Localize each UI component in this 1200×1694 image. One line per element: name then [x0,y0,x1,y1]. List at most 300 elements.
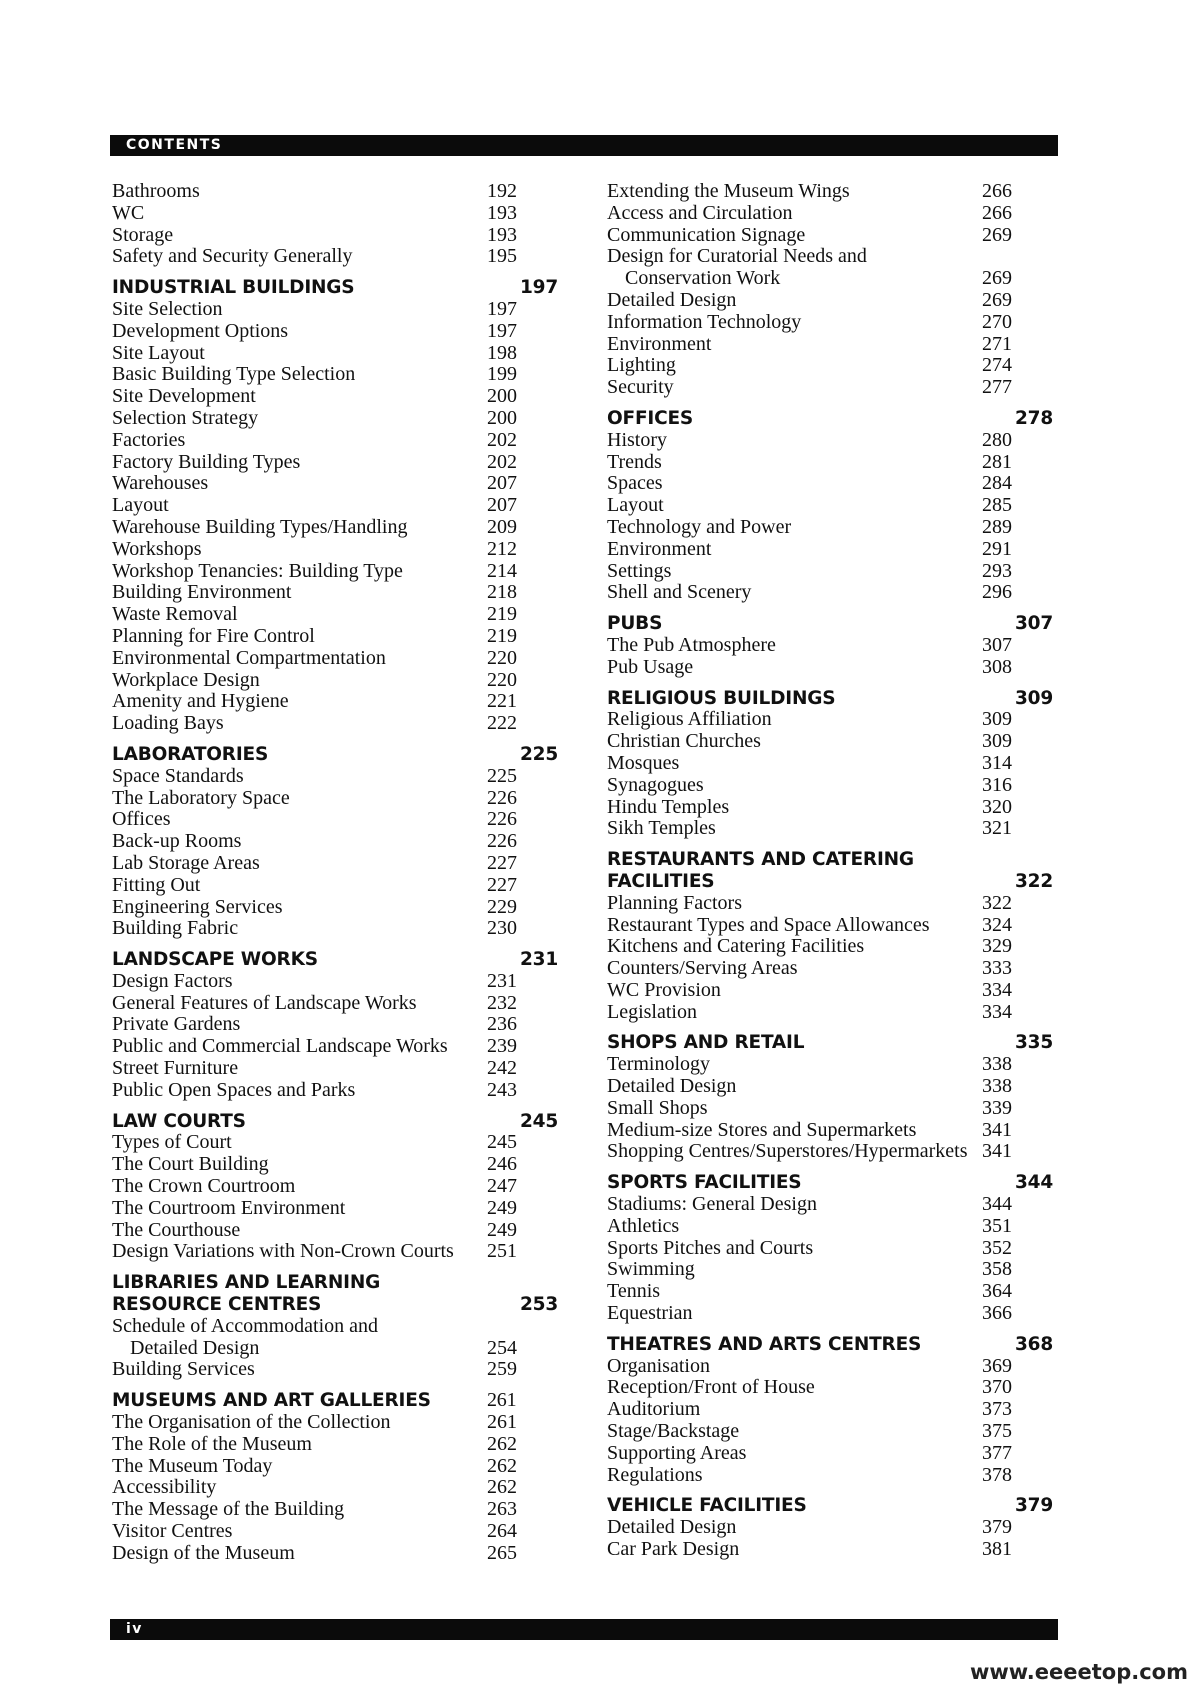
toc-entry[interactable] [607,1377,1053,1399]
toc-left-column [112,181,558,1574]
entry-page: 259 [487,1358,517,1381]
toc-entry[interactable] [607,1054,1053,1076]
entry-title: Planning for Fire Control [112,624,315,647]
entry-title: Workplace Design [112,668,260,691]
toc-section [607,613,1053,678]
toc-right-column [607,181,1053,1570]
toc-entry[interactable] [607,561,1053,583]
toc-entry[interactable] [607,1098,1053,1120]
entry-page: 247 [487,1175,517,1198]
entry-page: 198 [487,341,517,364]
entry-title: Regulations [607,1463,703,1486]
toc-entry[interactable] [112,364,558,386]
toc-entry[interactable] [112,582,558,604]
entry-page: 322 [982,891,1012,914]
entry-title: Settings [607,559,672,582]
toc-entry[interactable] [112,691,558,713]
entry-page: 351 [982,1214,1012,1237]
entry-page: 220 [487,646,517,669]
entry-page: 344 [982,1193,1012,1216]
entry-title: Pub Usage [607,655,694,678]
entry-title: The Organisation of the Collection [112,1411,391,1434]
entry-page: 207 [487,472,517,495]
toc-entry[interactable] [112,181,558,203]
entry-title: Swimming [607,1258,695,1281]
section-heading[interactable] [112,744,558,766]
toc-entry[interactable] [112,1543,558,1565]
toc-entry[interactable] [607,1238,1053,1260]
entry-page: 274 [982,354,1012,377]
entry-page: 289 [982,515,1012,538]
toc-entry[interactable] [112,1080,558,1102]
entry-title: Environmental Compartmentation [112,646,386,669]
section-heading-title: RELIGIOUS BUILDINGS [607,687,836,709]
toc-entry[interactable] [607,1517,1053,1539]
toc-entry[interactable] [112,1132,558,1154]
entry-page: 309 [982,708,1012,731]
entry-page: 219 [487,603,517,626]
toc-entry[interactable] [607,495,1053,517]
section-heading-title: OFFICES [607,407,694,429]
section-heading-page: 253 [519,1294,558,1316]
entry-title: Public Open Spaces and Parks [112,1078,356,1101]
entry-title: Public and Commercial Landscape Works [112,1035,448,1058]
entry-title: Shopping Centres/Superstores/Hypermarkets [607,1140,968,1163]
toc-section [112,1111,558,1264]
toc-entry[interactable] [607,1281,1053,1303]
entry-page: 381 [982,1538,1012,1561]
entry-page: 245 [487,1131,517,1154]
entry-title: Planning Factors [607,891,742,914]
entry-page: 296 [982,581,1012,604]
entry-title: Layout [112,494,169,517]
entry-title: Reception/Front of House [607,1376,815,1399]
section-heading-title: PUBS [607,613,663,635]
toc-entry[interactable] [607,709,1053,731]
section-heading-page: 335 [1014,1032,1053,1054]
entry-title: Building Environment [112,581,292,604]
section-heading-title: SPORTS FACILITIES [607,1172,802,1194]
toc-entry[interactable] [112,788,558,810]
toc-entry[interactable] [607,473,1053,495]
entry-page: 281 [982,450,1012,473]
toc-entry[interactable] [607,1076,1053,1098]
toc-entry[interactable] [112,1434,558,1456]
entry-title: Access and Circulation [607,201,793,224]
toc-section [607,688,1053,841]
toc-entry[interactable] [607,181,1053,203]
entry-title: The Courtroom Environment [112,1196,346,1219]
entry-title: Medium-size Stores and Supermarkets [607,1118,917,1141]
entry-title: The Role of the Museum [112,1432,312,1455]
entry-title: Accessibility [112,1476,217,1499]
toc-entry[interactable] [607,225,1053,247]
toc-entry[interactable] [607,517,1053,539]
section-heading-page: 225 [519,743,558,765]
toc-entry[interactable] [112,1477,558,1499]
toc-entry[interactable] [607,1303,1053,1325]
entry-title: Design for Curatorial Needs and [607,245,867,268]
contents-header-bar [110,135,1058,156]
toc-entry[interactable] [112,853,558,875]
toc-entry[interactable] [112,648,558,670]
toc-section [112,1390,558,1564]
entry-title: The Court Building [112,1153,269,1176]
entry-page: 262 [487,1476,517,1499]
entry-page: 246 [487,1153,517,1176]
entry-title: Visitor Centres [112,1520,233,1543]
section-heading[interactable] [112,949,558,971]
toc-entry[interactable] [112,831,558,853]
section-heading[interactable] [607,1032,1053,1054]
toc-entry[interactable] [607,582,1053,604]
entry-page: 219 [487,624,517,647]
entry-title: Design of the Museum [112,1541,295,1564]
toc-entry[interactable] [112,246,558,268]
toc-entry[interactable] [112,1154,558,1176]
entry-page: 269 [982,288,1012,311]
section-heading-title: INDUSTRIAL BUILDINGS [112,277,355,299]
toc-entry[interactable] [112,897,558,919]
section-heading[interactable] [112,277,558,299]
toc-entry[interactable] [607,1399,1053,1421]
entry-title: Warehouses [112,472,209,495]
toc-entry[interactable] [607,958,1053,980]
toc-entry[interactable] [607,635,1053,657]
toc-entry[interactable] [607,753,1053,775]
toc-entry[interactable] [112,1176,558,1198]
entry-page: 192 [487,180,517,202]
toc-entry[interactable] [112,626,558,648]
entry-title: Hindu Temples [607,795,730,818]
toc-section [607,181,1053,399]
toc-entry[interactable] [112,561,558,583]
entry-title: Back-up Rooms [112,830,242,853]
entry-title: Storage [112,223,174,246]
entry-page: 265 [487,1541,517,1564]
toc-entry[interactable] [607,1259,1053,1281]
toc-entry[interactable] [112,1499,558,1521]
entry-page: 324 [982,913,1012,936]
entry-page: 209 [487,515,517,538]
entry-page: 212 [487,537,517,560]
toc-section [112,277,558,735]
toc-section [607,1495,1053,1560]
entry-title: Legislation [607,1000,697,1023]
entry-page: 269 [982,223,1012,246]
entry-page: 266 [982,180,1012,202]
entry-title: Detailed Design [130,1336,260,1359]
toc-entry[interactable] [607,980,1053,1002]
section-heading[interactable] [112,1390,558,1412]
section-heading[interactable] [607,1495,1053,1517]
toc-entry[interactable] [112,1521,558,1543]
entry-page: 280 [982,428,1012,451]
toc-entry[interactable] [112,1036,558,1058]
toc-entry[interactable] [112,299,558,321]
toc-entry[interactable] [607,334,1053,356]
section-heading-page: 245 [519,1110,558,1132]
section-heading-title: FACILITIES [607,870,715,892]
toc-entry[interactable] [112,539,558,561]
toc-entry[interactable] [607,818,1053,840]
section-heading[interactable] [112,1111,558,1133]
entry-title: Extending the Museum Wings [607,180,850,202]
toc-entry[interactable] [607,775,1053,797]
toc-entry[interactable] [607,539,1053,561]
entry-title: Street Furniture [112,1057,239,1080]
entry-page: 239 [487,1035,517,1058]
toc-entry[interactable] [607,312,1053,334]
toc-entry[interactable] [112,918,558,940]
toc-entry[interactable] [607,1356,1053,1378]
entry-title: The Museum Today [112,1454,273,1477]
entry-title: Christian Churches [607,730,761,753]
entry-page: 242 [487,1057,517,1080]
toc-entry[interactable] [607,731,1053,753]
toc-entry[interactable] [607,915,1053,937]
toc-entry[interactable] [112,386,558,408]
entry-title: Restaurant Types and Space Allowances [607,913,930,936]
toc-entry[interactable] [607,1141,1053,1163]
entry-page: 263 [487,1498,517,1521]
entry-title: Lighting [607,354,676,377]
entry-page: 369 [982,1354,1012,1377]
toc-entry[interactable] [607,377,1053,399]
toc-entry[interactable] [112,225,558,247]
section-heading-title: RESTAURANTS AND CATERING [607,849,914,871]
entry-title: Amenity and Hygiene [112,690,289,713]
entry-page: 221 [487,690,517,713]
entry-page: 378 [982,1463,1012,1486]
section-heading-title: SHOPS AND RETAIL [607,1032,805,1054]
toc-entry[interactable] [607,355,1053,377]
entry-page: 193 [487,223,517,246]
toc-entry[interactable] [112,517,558,539]
toc-entry[interactable] [112,495,558,517]
entry-page: 293 [982,559,1012,582]
entry-page: 373 [982,1398,1012,1421]
toc-entry[interactable] [112,473,558,495]
toc-entry[interactable] [607,1120,1053,1142]
toc-entry[interactable] [607,1194,1053,1216]
entry-page: 269 [982,267,1012,290]
entry-title: Site Development [112,385,256,408]
toc-entry[interactable] [607,1002,1053,1024]
toc-entry[interactable] [112,1412,558,1434]
toc-entry[interactable] [112,1198,558,1220]
entry-page: 214 [487,559,517,582]
entry-page: 339 [982,1096,1012,1119]
toc-entry[interactable] [112,430,558,452]
toc-entry[interactable] [607,246,1053,290]
toc-entry[interactable] [112,321,558,343]
entry-page: 229 [487,895,517,918]
entry-title: Safety and Security Generally [112,245,353,268]
section-heading-title: MUSEUMS AND ART GALLERIES [112,1390,431,1412]
section-heading[interactable] [607,849,1053,893]
entry-title: Information Technology [607,310,802,333]
entry-page: 220 [487,668,517,691]
entry-title: Sports Pitches and Courts [607,1236,814,1259]
toc-entry[interactable] [112,1359,558,1381]
entry-page: 291 [982,537,1012,560]
entry-page: 379 [982,1516,1012,1539]
section-heading[interactable] [607,408,1053,430]
toc-entry[interactable] [607,203,1053,225]
entry-title: The Laboratory Space [112,786,290,809]
entry-title: Workshop Tenancies: Building Type [112,559,403,582]
entry-page: 227 [487,873,517,896]
entry-page: 338 [982,1053,1012,1076]
entry-title: Detailed Design [607,288,737,311]
section-heading-page: 261 [487,1389,517,1412]
toc-entry[interactable] [607,1465,1053,1487]
toc-entry[interactable] [607,452,1053,474]
toc-entry[interactable] [607,1216,1053,1238]
entry-title: Schedule of Accommodation and [112,1314,379,1337]
entry-page: 202 [487,428,517,451]
entry-page: 271 [982,332,1012,355]
entry-title: Selection Strategy [112,406,259,429]
entry-page: 231 [487,969,517,992]
entry-page: 284 [982,472,1012,495]
entry-page: 307 [982,633,1012,656]
section-heading-title: LIBRARIES AND LEARNING [112,1272,381,1294]
entry-title: Workshops [112,537,202,560]
entry-page: 320 [982,795,1012,818]
entry-title: Design Factors [112,969,233,992]
entry-title: Site Layout [112,341,205,364]
entry-page: 222 [487,712,517,735]
entry-page: 200 [487,406,517,429]
toc-entry[interactable] [112,993,558,1015]
entry-page: 277 [982,376,1012,399]
section-heading-title: THEATRES AND ARTS CENTRES [607,1333,922,1355]
entry-page: 193 [487,201,517,224]
toc-entry[interactable] [607,1443,1053,1465]
entry-title: The Crown Courtroom [112,1175,296,1198]
toc-section [112,181,558,268]
toc-entry[interactable] [112,203,558,225]
entry-title: WC Provision [607,978,721,1001]
section-heading-title: LANDSCAPE WORKS [112,949,318,971]
entry-page: 366 [982,1302,1012,1325]
entry-title: Factories [112,428,186,451]
toc-entry[interactable] [112,713,558,735]
entry-page: 249 [487,1218,517,1241]
entry-title: Site Selection [112,297,223,320]
entry-page: 321 [982,817,1012,840]
entry-title: Shell and Scenery [607,581,752,604]
entry-title: Environment [607,537,712,560]
entry-page: 249 [487,1196,517,1219]
toc-entry[interactable] [112,1014,558,1036]
entry-page: 197 [487,297,517,320]
entry-title: Counters/Serving Areas [607,957,798,980]
entry-title: Kitchens and Catering Facilities [607,935,865,958]
toc-entry[interactable] [607,1539,1053,1561]
toc-entry[interactable] [607,797,1053,819]
section-heading-page: 309 [1014,687,1053,709]
toc-entry[interactable] [607,657,1053,679]
entry-title: Spaces [607,472,663,495]
toc-entry[interactable] [112,1058,558,1080]
toc-entry[interactable] [112,809,558,831]
toc-entry[interactable] [607,936,1053,958]
toc-entry[interactable] [112,408,558,430]
entry-page: 333 [982,957,1012,980]
contents-title: CONTENTS [126,137,223,153]
section-heading-title: LABORATORIES [112,743,269,765]
entry-page: 261 [487,1411,517,1434]
entry-page: 262 [487,1454,517,1477]
toc-entry[interactable] [112,1456,558,1478]
entry-page: 370 [982,1376,1012,1399]
entry-page: 226 [487,830,517,853]
entry-title: History [607,428,667,451]
entry-title: Private Gardens [112,1013,241,1036]
toc-section [607,1032,1053,1163]
section-heading[interactable] [607,1172,1053,1194]
toc-entry[interactable] [607,430,1053,452]
section-heading[interactable] [607,1334,1053,1356]
toc-entry[interactable] [112,875,558,897]
entry-title: Stadiums: General Design [607,1193,817,1216]
toc-entry[interactable] [112,343,558,365]
toc-entry[interactable] [112,1316,558,1360]
entry-title: Layout [607,494,664,517]
section-heading-page: 307 [1014,613,1053,635]
section-heading-title: VEHICLE FACILITIES [607,1495,807,1517]
entry-title: Stage/Backstage [607,1420,740,1443]
entry-page: 254 [487,1336,517,1359]
entry-page: 334 [982,1000,1012,1023]
toc-entry[interactable] [112,1241,558,1263]
entry-title: Mosques [607,751,680,774]
section-heading[interactable] [112,1272,558,1316]
section-heading[interactable] [607,613,1053,635]
section-heading-page: 368 [1014,1333,1053,1355]
toc-entry[interactable] [112,670,558,692]
toc-entry[interactable] [112,1220,558,1242]
toc-entry[interactable] [607,1421,1053,1443]
entry-page: 314 [982,751,1012,774]
toc-entry[interactable] [112,971,558,993]
toc-entry[interactable] [607,893,1053,915]
entry-title: Factory Building Types [112,450,301,473]
toc-entry[interactable] [112,604,558,626]
entry-title: Auditorium [607,1398,701,1421]
entry-title: Waste Removal [112,603,238,626]
entry-page: 207 [487,494,517,517]
entry-page: 251 [487,1240,517,1263]
entry-title: Organisation [607,1354,710,1377]
entry-page: 285 [982,494,1012,517]
section-heading-page: 344 [1014,1172,1053,1194]
toc-entry[interactable] [112,452,558,474]
toc-entry[interactable] [607,290,1053,312]
entry-page: 329 [982,935,1012,958]
section-heading[interactable] [607,688,1053,710]
toc-entry[interactable] [112,766,558,788]
entry-page: 270 [982,310,1012,333]
entry-page: 377 [982,1441,1012,1464]
entry-title: Car Park Design [607,1538,740,1561]
page-number: iv [126,1621,143,1637]
entry-page: 225 [487,764,517,787]
entry-title: Environment [607,332,712,355]
